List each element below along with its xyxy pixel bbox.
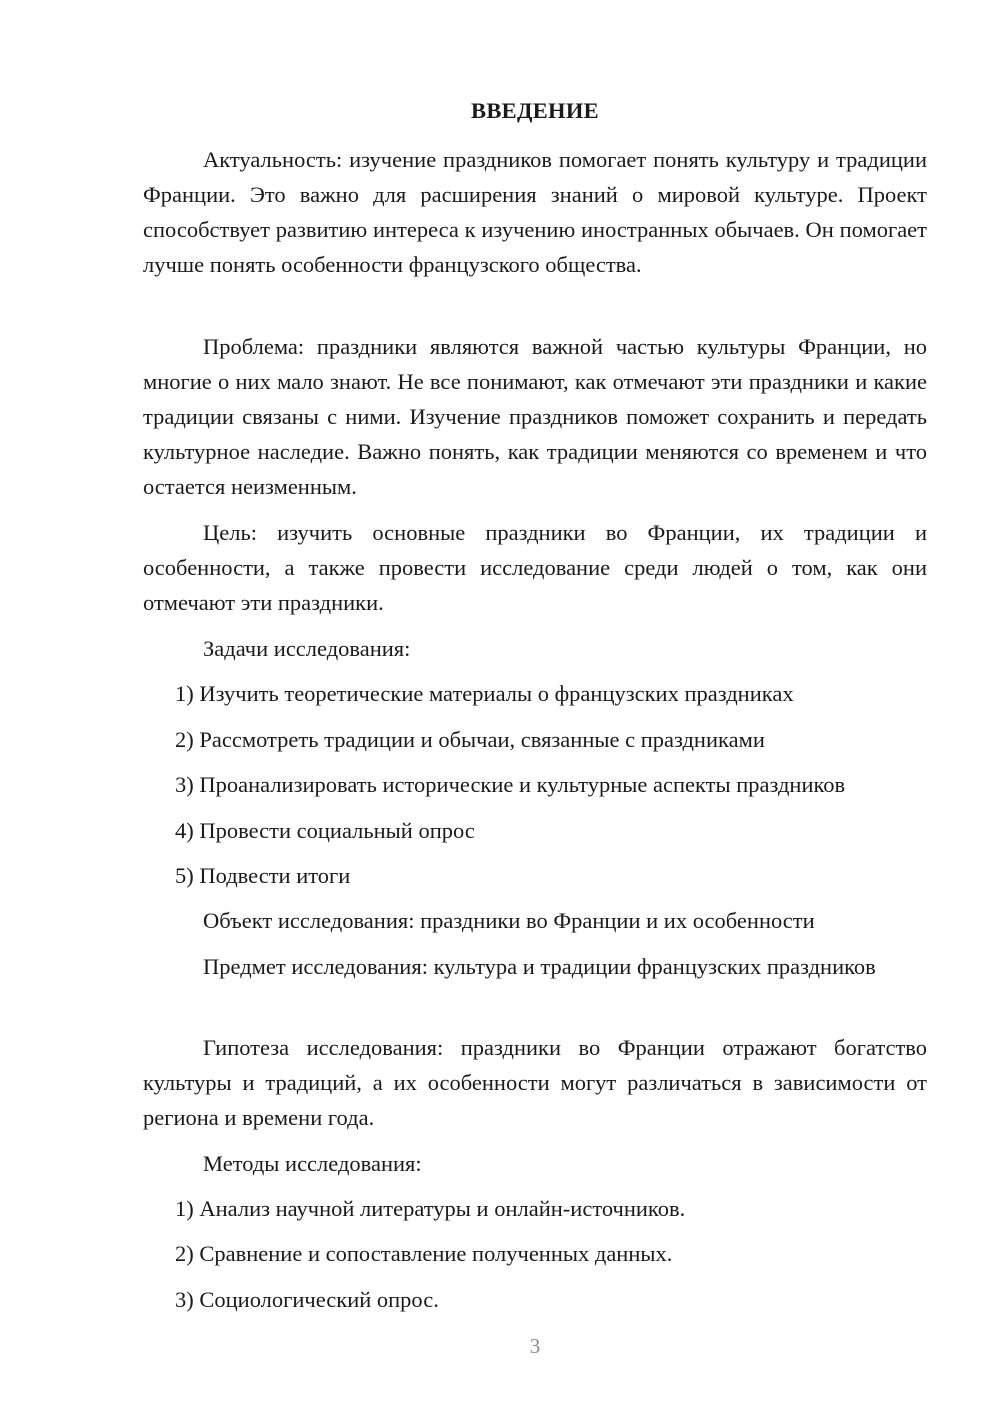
page-number: 3	[529, 1334, 541, 1358]
task-item: 3) Проанализировать исторические и культурные аспекты праздников	[175, 772, 846, 797]
methods-heading: Методы исследования:	[203, 1151, 422, 1176]
hypothesis-paragraph: Гипотеза исследования: праздники во Франции отражают богатство культуры и традиций, а их особенности могут различаться в зависимости от региона и времени года.	[143, 1035, 927, 1130]
task-item: 2) Рассмотреть традиции и обычаи, связанные с праздниками	[175, 727, 765, 752]
page-title: ВВЕДЕНИЕ	[471, 98, 599, 123]
tasks-heading: Задачи исследования:	[203, 636, 411, 661]
task-item: 5) Подвести итоги	[175, 863, 351, 888]
task-item: 1) Изучить теоретические материалы о французских праздниках	[175, 681, 794, 706]
relevance-paragraph: Актуальность: изучение праздников помогает понять культуру и традиции Франции. Это важно для расширения знаний о мировой культуре. Проект способствует развитию интереса к изучению иностранных обычаев. Он помогает лучше понять особенности французского общества.	[143, 147, 927, 277]
object-line: Объект исследования: праздники во Франции и их особенности	[203, 908, 815, 933]
subject-paragraph: Предмет исследования: культура и традиции французских праздников	[203, 954, 876, 979]
method-item: 2) Сравнение и сопоставление полученных данных.	[175, 1241, 673, 1266]
task-item: 4) Провести социальный опрос	[175, 818, 475, 843]
goal-paragraph: Цель: изучить основные праздники во Франции, их традиции и особенности, а также провести исследование среди людей о том, как они отмечают эти праздники.	[143, 520, 927, 615]
problem-paragraph: Проблема: праздники являются важной частью культуры Франции, но многие о них мало знают. Не все понимают, как отмечают эти праздники и какие традиции связаны с ними. Изучение праздников поможет сохранить и передать культурное наследие. Важно понять, как традиции меняются со временем и что остается неизменным.	[143, 334, 927, 499]
method-item: 1) Анализ научной литературы и онлайн-источников.	[175, 1196, 686, 1221]
method-item: 3) Социологический опрос.	[175, 1287, 439, 1312]
